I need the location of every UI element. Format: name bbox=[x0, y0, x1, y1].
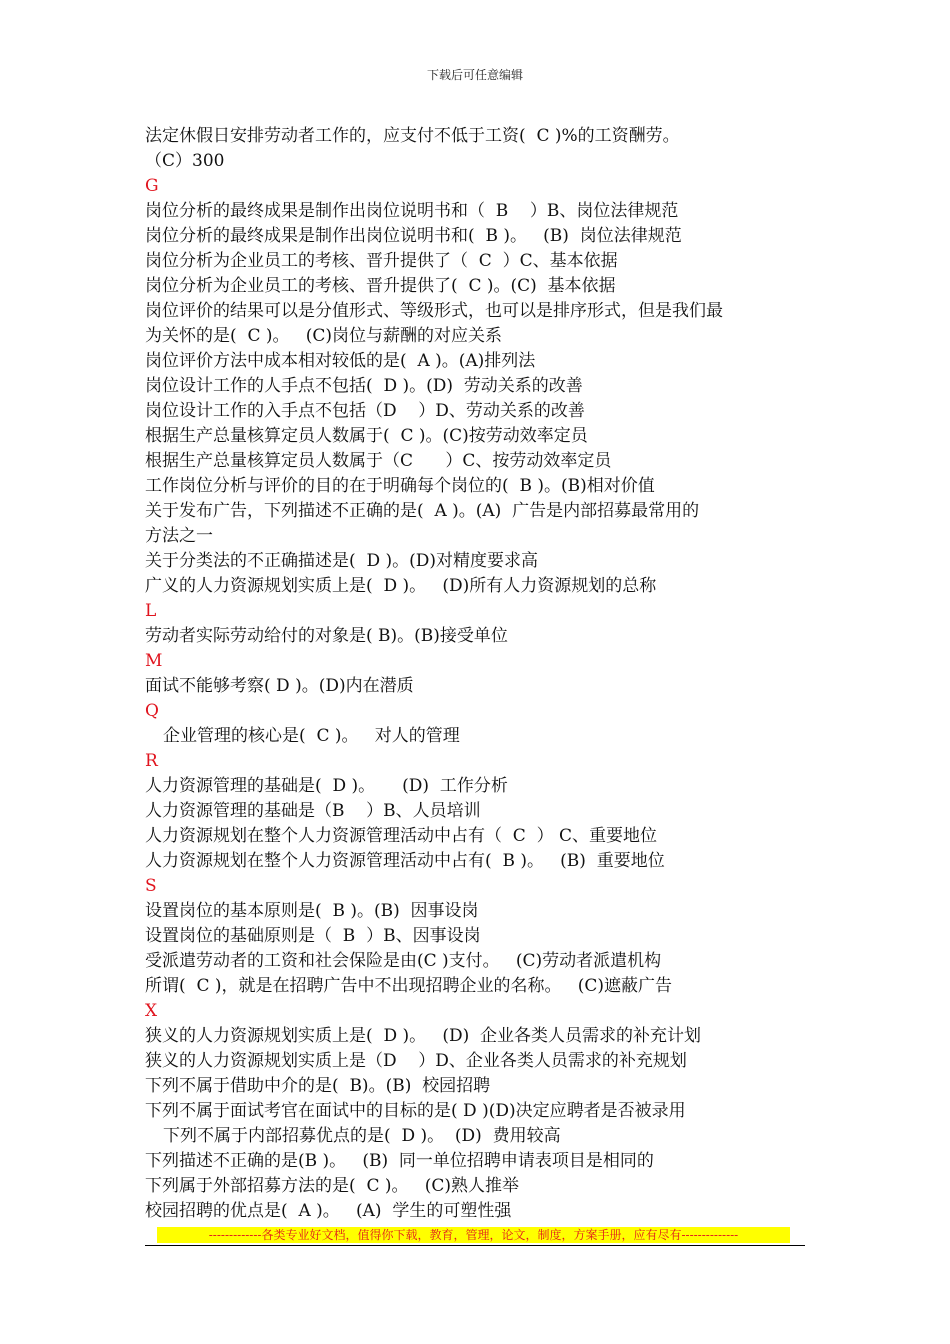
question-line: 工作岗位分析与评价的目的在于明确每个岗位的( B )。(B)相对价值 bbox=[145, 476, 655, 496]
question-line: （C）300 bbox=[145, 151, 225, 171]
section-letter: L bbox=[145, 601, 157, 621]
question-line: 关于分类法的不正确描述是( D )。(D)对精度要求高 bbox=[145, 551, 538, 571]
question-line: 岗位分析的最终成果是制作出岗位说明书和（ B ）B、岗位法律规范 bbox=[145, 201, 679, 221]
question-line: 岗位评价方法中成本相对较低的是( A )。(A)排列法 bbox=[145, 351, 536, 371]
question-line: 下列不属于面试考官在面试中的目标的是( D )(D)决定应聘者是否被录用 bbox=[145, 1101, 686, 1121]
question-line: 设置岗位的基本原则是( B )。(B) 因事设岗 bbox=[145, 901, 479, 921]
question-line: 广义的人力资源规划实质上是( D )。 (D)所有人力资源规划的总称 bbox=[145, 576, 657, 596]
page-header: 下载后可任意编辑 bbox=[426, 68, 523, 82]
question-line: 岗位分析为企业员工的考核、晋升提供了（ C ）C、基本依据 bbox=[145, 251, 618, 271]
footer-rule bbox=[145, 1245, 805, 1246]
question-line: 劳动者实际劳动给付的对象是( B)。(B)接受单位 bbox=[145, 626, 508, 646]
question-line: 为关怀的是( C )。 (C)岗位与薪酬的对应关系 bbox=[145, 326, 502, 346]
section-letter: R bbox=[145, 751, 158, 771]
question-line: 法定休假日安排劳动者工作的，应支付不低于工资( C )%的工资酬劳。 bbox=[145, 126, 680, 146]
question-line: 岗位评价的结果可以是分值形式、等级形式，也可以是排序形式，但是我们最 bbox=[145, 301, 723, 321]
question-line: 人力资源规划在整个人力资源管理活动中占有（ C ） C、重要地位 bbox=[145, 826, 658, 846]
question-line: 岗位设计工作的人手点不包括( D )。(D) 劳动关系的改善 bbox=[145, 376, 583, 396]
question-line: 设置岗位的基础原则是（ B ）B、因事设岗 bbox=[145, 926, 481, 946]
question-line: 面试不能够考察( D )。(D)内在潜质 bbox=[145, 676, 414, 696]
section-letter: X bbox=[145, 1001, 158, 1021]
section-letter: M bbox=[145, 651, 163, 671]
question-line: 岗位分析的最终成果是制作出岗位说明书和( B )。 (B) 岗位法律规范 bbox=[145, 226, 682, 246]
question-line: 人力资源管理的基础是( D )。 (D) 工作分析 bbox=[145, 776, 508, 796]
question-line: 校园招聘的优点是( A )。 (A) 学生的可塑性强 bbox=[145, 1201, 512, 1221]
question-line: 岗位设计工作的入手点不包括（D ）D、劳动关系的改善 bbox=[145, 401, 585, 421]
question-line: 下列不属于借助中介的是( B)。(B) 校园招聘 bbox=[145, 1076, 491, 1096]
question-line: 岗位分析为企业员工的考核、晋升提供了( C )。(C) 基本依据 bbox=[145, 276, 616, 296]
section-letter: S bbox=[145, 876, 157, 896]
question-line: 人力资源规划在整个人力资源管理活动中占有( B )。 (B) 重要地位 bbox=[145, 851, 665, 871]
question-line: 下列描述不正确的是(B )。 (B) 同一单位招聘申请表项目是相同的 bbox=[145, 1151, 654, 1171]
question-line: 根据生产总量核算定员人数属于（C ）C、按劳动效率定员 bbox=[145, 451, 612, 471]
question-line: 所谓( C )，就是在招聘广告中不出现招聘企业的名称。 (C)遮蔽广告 bbox=[145, 976, 672, 996]
question-line: 关于发布广告，下列描述不正确的是( A )。(A) 广告是内部招募最常用的 bbox=[145, 501, 700, 521]
section-letter: G bbox=[145, 176, 159, 196]
question-line: 根据生产总量核算定员人数属于( C )。(C)按劳动效率定员 bbox=[145, 426, 588, 446]
question-line: 受派遣劳动者的工资和社会保险是由(C )支付。 (C)劳动者派遣机构 bbox=[145, 951, 662, 971]
question-line: 方法之一 bbox=[145, 526, 213, 546]
question-line: 人力资源管理的基础是（B ）B、人员培训 bbox=[145, 801, 481, 821]
question-line: 狭义的人力资源规划实质上是（D ）D、企业各类人员需求的补充规划 bbox=[145, 1051, 687, 1071]
question-line: 下列不属于内部招募优点的是( D )。 (D) 费用较高 bbox=[163, 1126, 561, 1146]
question-line: 狭义的人力资源规划实质上是( D )。 (D) 企业各类人员需求的补充计划 bbox=[145, 1026, 702, 1046]
section-letter: Q bbox=[145, 701, 159, 721]
document-body bbox=[145, 124, 815, 1224]
question-line: 企业管理的核心是( C )。 对人的管理 bbox=[163, 726, 460, 746]
footer-banner: -------------各类专业好文档，值得你下载，教育，管理，论文，制度，方案手册，应有尽有-------------- bbox=[157, 1227, 790, 1243]
question-line: 下列属于外部招募方法的是( C )。 (C)熟人推举 bbox=[145, 1176, 519, 1196]
